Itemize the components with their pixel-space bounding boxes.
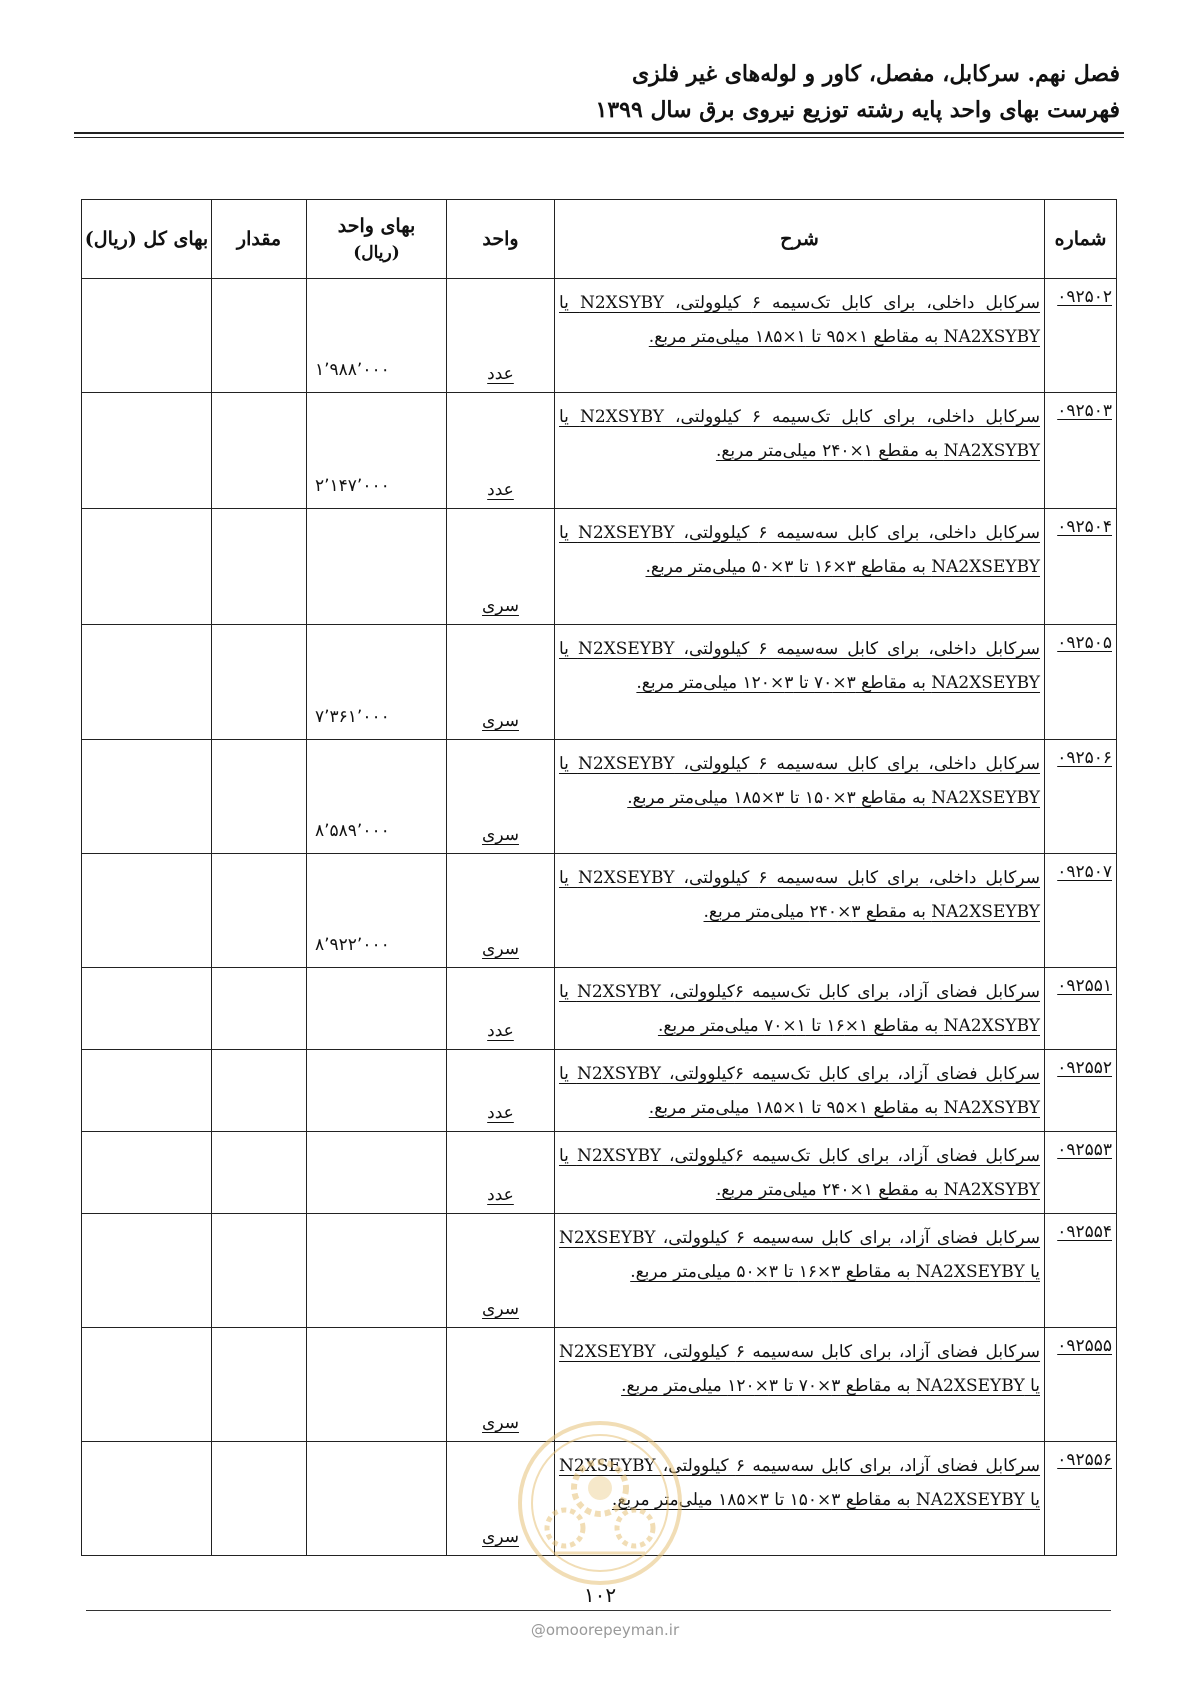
item-code-cell — [1045, 279, 1117, 393]
item-unit-cell — [447, 279, 555, 393]
item-code: ۰۹۲۵۰۲ — [1057, 287, 1112, 307]
item-desc-cell — [555, 1050, 1045, 1132]
item-desc-cell — [555, 740, 1045, 854]
item-total — [82, 1050, 212, 1132]
item-description: سرکابل داخلی، برای کابل سه‌سیمه ۶ کیلوولتی، N2XSEYBY یا NA2XSEYBY به مقطع ۳×۲۴۰ میلی‌متر مربع. — [559, 868, 1040, 922]
item-unit: عدد — [487, 1021, 514, 1041]
chapter-title: فصل نهم. سرکابل، مفصل، کاور و لوله‌های غیر فلزی — [631, 61, 1120, 87]
item-unit-price — [307, 1328, 447, 1442]
item-qty — [212, 625, 307, 740]
item-qty — [212, 1328, 307, 1442]
item-code-cell — [1045, 1328, 1117, 1442]
item-description: سرکابل فضای آزاد، برای کابل تک‌سیمه ۶کیلوولتی، N2XSYBY یا NA2XSYBY به مقاطع ۱×۹۵ تا ۱×۱۸۵ میلی‌متر مربع. — [559, 1064, 1040, 1118]
item-desc-cell — [555, 279, 1045, 393]
item-unit-cell — [447, 1050, 555, 1132]
item-unit-price — [307, 1214, 447, 1328]
table-row — [82, 1132, 1117, 1214]
item-desc-cell — [555, 1214, 1045, 1328]
item-code-cell — [1045, 1050, 1117, 1132]
item-code-cell — [1045, 1214, 1117, 1328]
header-total: بهای کل (ریال) — [82, 200, 212, 279]
item-code: ۰۹۲۵۰۵ — [1057, 633, 1112, 653]
item-unit-cell — [447, 393, 555, 509]
table-row — [82, 1214, 1117, 1328]
item-code: ۰۹۲۵۵۲ — [1057, 1058, 1112, 1078]
table-row — [82, 740, 1117, 854]
item-description: سرکابل فضای آزاد، برای کابل تک‌سیمه ۶کیلوولتی، N2XSYBY یا NA2XSYBY به مقاطع ۱×۱۶ تا ۱×۷۰ میلی‌متر مربع. — [559, 982, 1040, 1036]
item-code: ۰۹۲۵۰۳ — [1057, 401, 1112, 421]
item-unit-cell — [447, 1214, 555, 1328]
item-code: ۰۹۲۵۰۶ — [1057, 748, 1112, 768]
item-unit: عدد — [487, 1185, 514, 1205]
item-desc-cell — [555, 625, 1045, 740]
item-description: سرکابل فضای آزاد، برای کابل سه‌سیمه ۶ کیلوولتی، N2XSEYBY یا NA2XSEYBY به مقاطع ۳×۷۰ تا ۳×۱۲۰ میلی‌متر مربع. — [559, 1342, 1041, 1396]
item-unit-cell — [447, 1132, 555, 1214]
item-total — [82, 1214, 212, 1328]
header-rule-thin — [74, 137, 1124, 138]
table-row — [82, 968, 1117, 1050]
item-code-cell — [1045, 1442, 1117, 1556]
item-qty — [212, 740, 307, 854]
header-code: شماره — [1045, 200, 1117, 279]
header-unit-price-label: بهای واحد — [337, 215, 416, 237]
item-unit-price — [307, 968, 447, 1050]
item-unit-price: ۸٬۹۲۲٬۰۰۰ — [307, 854, 447, 968]
item-qty — [212, 509, 307, 625]
item-unit-price — [307, 509, 447, 625]
item-unit: عدد — [487, 1103, 514, 1123]
item-unit-price: ۷٬۳۶۱٬۰۰۰ — [307, 625, 447, 740]
item-unit: سری — [482, 711, 519, 731]
item-total — [82, 1442, 212, 1556]
item-desc-cell — [555, 509, 1045, 625]
header-unit: واحد — [447, 200, 555, 279]
item-desc-cell — [555, 968, 1045, 1050]
item-unit: سری — [482, 1413, 519, 1433]
item-total — [82, 509, 212, 625]
page-header — [74, 58, 1120, 126]
item-desc-cell — [555, 854, 1045, 968]
item-total — [82, 1328, 212, 1442]
item-qty — [212, 279, 307, 393]
item-code: ۰۹۲۵۵۳ — [1057, 1140, 1112, 1160]
table-row — [82, 509, 1117, 625]
item-unit: سری — [482, 939, 519, 959]
header-desc: شرح — [555, 200, 1045, 279]
table-row — [82, 279, 1117, 393]
item-unit-cell — [447, 509, 555, 625]
item-code-cell — [1045, 625, 1117, 740]
item-qty — [212, 1214, 307, 1328]
header-unit-price-sub: (ریال) — [353, 243, 400, 263]
item-desc-cell — [555, 393, 1045, 509]
header-qty: مقدار — [212, 200, 307, 279]
table-header-row — [82, 200, 1117, 279]
item-unit: سری — [482, 1299, 519, 1319]
table-row — [82, 393, 1117, 509]
item-total — [82, 393, 212, 509]
item-unit-price — [307, 1132, 447, 1214]
item-code: ۰۹۲۵۵۴ — [1057, 1222, 1112, 1242]
item-qty — [212, 1050, 307, 1132]
item-unit-price: ۱٬۹۸۸٬۰۰۰ — [307, 279, 447, 393]
item-code: ۰۹۲۵۵۶ — [1057, 1450, 1112, 1470]
item-code: ۰۹۲۵۰۷ — [1057, 862, 1112, 882]
footer-rule — [86, 1610, 1111, 1611]
item-unit-cell — [447, 854, 555, 968]
item-desc-cell — [555, 1132, 1045, 1214]
item-unit: عدد — [487, 364, 514, 384]
item-code: ۰۹۲۵۰۴ — [1057, 517, 1112, 537]
item-code: ۰۹۲۵۵۱ — [1057, 976, 1112, 996]
item-description: سرکابل داخلی، برای کابل سه‌سیمه ۶ کیلوولتی، N2XSEYBY یا NA2XSEYBY به مقاطع ۳×۱۵۰ تا ۳×۱۸۵ میلی‌متر مربع. — [559, 754, 1040, 808]
document-title: فهرست بهای واحد پایه رشته توزیع نیروی برق سال ۱۳۹۹ — [595, 97, 1120, 123]
item-unit-cell — [447, 968, 555, 1050]
header-rule-thick — [74, 132, 1124, 134]
item-code-cell — [1045, 740, 1117, 854]
item-code-cell — [1045, 1132, 1117, 1214]
item-qty — [212, 393, 307, 509]
item-unit-price — [307, 1442, 447, 1556]
item-unit-price — [307, 1050, 447, 1132]
page-number: ۱۰۲ — [583, 1583, 617, 1607]
item-unit: سری — [482, 825, 519, 845]
item-qty — [212, 968, 307, 1050]
item-qty — [212, 854, 307, 968]
item-unit: سری — [482, 596, 519, 616]
item-description: سرکابل داخلی، برای کابل سه‌سیمه ۶ کیلوولتی، N2XSEYBY یا NA2XSEYBY به مقاطع ۳×۷۰ تا ۳×۱۲۰ میلی‌متر مربع. — [559, 639, 1040, 693]
item-code-cell — [1045, 968, 1117, 1050]
item-description: سرکابل فضای آزاد، برای کابل تک‌سیمه ۶کیلوولتی، N2XSYBY یا NA2XSYBY به مقطع ۱×۲۴۰ میلی‌متر مربع. — [559, 1146, 1040, 1200]
item-total — [82, 279, 212, 393]
item-code: ۰۹۲۵۵۵ — [1057, 1336, 1112, 1356]
item-total — [82, 740, 212, 854]
item-unit-cell — [447, 625, 555, 740]
footer-site-watermark: @omoorepeyman.ir — [530, 1621, 680, 1639]
item-total — [82, 968, 212, 1050]
table-row — [82, 1050, 1117, 1132]
item-qty — [212, 1132, 307, 1214]
item-unit: عدد — [487, 480, 514, 500]
seal-watermark-icon — [515, 1418, 685, 1588]
item-total — [82, 1132, 212, 1214]
item-code-cell — [1045, 393, 1117, 509]
item-description: سرکابل داخلی، برای کابل تک‌سیمه ۶ کیلوولتی، N2XSYBY یا NA2XSYBY به مقاطع ۱×۹۵ تا ۱×۱۸۵ میلی‌متر مربع. — [559, 293, 1040, 347]
item-description: سرکابل داخلی، برای کابل تک‌سیمه ۶ کیلوولتی، N2XSYBY یا NA2XSYBY به مقطع ۱×۲۴۰ میلی‌متر مربع. — [559, 407, 1040, 461]
table-row — [82, 625, 1117, 740]
item-unit: سری — [482, 1527, 519, 1547]
table-row — [82, 854, 1117, 968]
item-qty — [212, 1442, 307, 1556]
item-unit-price: ۲٬۱۴۷٬۰۰۰ — [307, 393, 447, 509]
item-code-cell — [1045, 854, 1117, 968]
item-code-cell — [1045, 509, 1117, 625]
item-description: سرکابل فضای آزاد، برای کابل سه‌سیمه ۶ کیلوولتی، N2XSEYBY یا NA2XSEYBY به مقاطع ۳×۱۵۰ تا ۳×۱۸۵ میلی‌متر مربع. — [559, 1456, 1041, 1510]
item-total — [82, 854, 212, 968]
price-table — [81, 199, 1117, 1556]
item-total — [82, 625, 212, 740]
item-unit-cell — [447, 740, 555, 854]
item-unit-price: ۸٬۵۸۹٬۰۰۰ — [307, 740, 447, 854]
header-unit-price — [307, 200, 447, 279]
item-description: سرکابل فضای آزاد، برای کابل سه‌سیمه ۶ کیلوولتی، N2XSEYBY یا NA2XSEYBY به مقاطع ۳×۱۶ تا ۳×۵۰ میلی‌متر مربع. — [559, 1228, 1041, 1282]
item-description: سرکابل داخلی، برای کابل سه‌سیمه ۶ کیلوولتی، N2XSEYBY یا NA2XSEYBY به مقاطع ۳×۱۶ تا ۳×۵۰ میلی‌متر مربع. — [559, 523, 1040, 577]
